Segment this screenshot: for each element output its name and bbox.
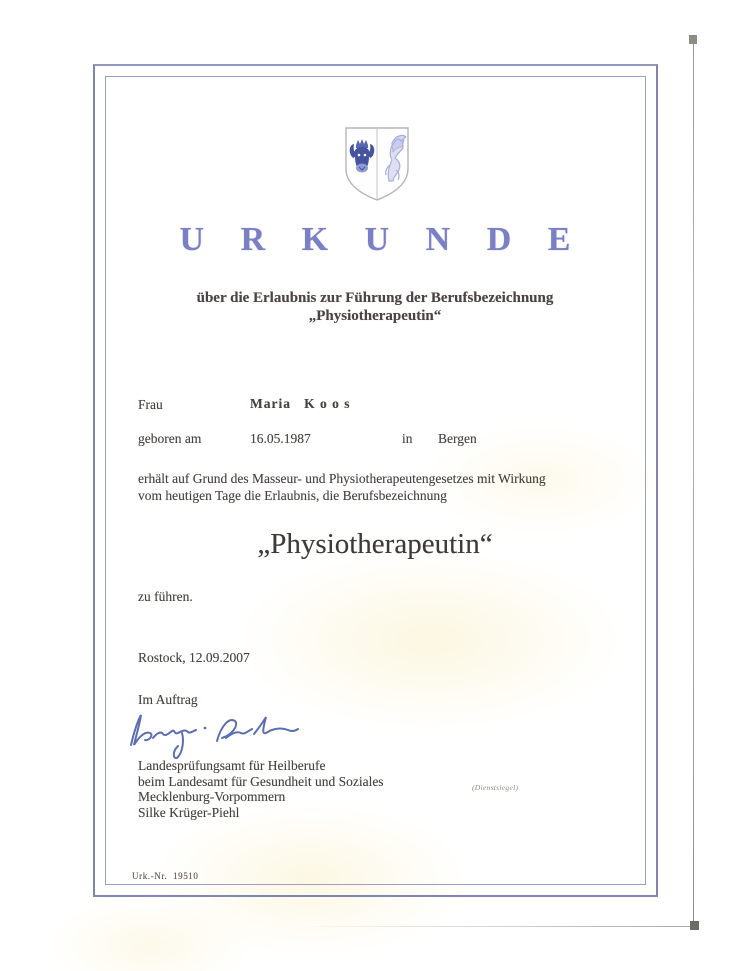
subtitle-line-1: über die Erlaubnis zur Führung der Berufsbezeichnung <box>196 290 554 306</box>
signature-handwriting <box>125 709 303 763</box>
issuer-line-3: Mecklenburg-Vorpommern <box>138 789 286 804</box>
scan-page-edge-right <box>693 42 694 922</box>
subtitle-line-2: „Physiotherapeutin“ <box>308 307 442 324</box>
salutation-label: Frau <box>138 397 163 412</box>
certificate-subtitle <box>0 290 750 325</box>
issuer-line-1: Landesprüfungsamt für Heilberufe <box>138 758 326 773</box>
document-number: Urk.-Nr. 19510 <box>132 871 199 881</box>
body-line-2: vom heutigen Tage die Erlaubnis, die Berufsbezeichnung <box>138 487 447 503</box>
coat-of-arms-icon <box>340 125 414 203</box>
issuer-line-2: beim Landesamt für Gesundheit und Soziales <box>138 773 384 789</box>
scan-page-edge-bottom <box>300 926 692 927</box>
issuer-block <box>138 758 384 820</box>
certificate-title: U R K U N D E <box>179 221 585 258</box>
scan-corner-mark-top <box>689 35 697 44</box>
scan-corner-mark-bottom <box>690 921 699 930</box>
born-label: geboren am <box>138 431 202 446</box>
birth-date: 16.05.1987 <box>250 431 311 446</box>
by-order-label: Im Auftrag <box>138 692 198 707</box>
in-label: in <box>402 431 413 446</box>
place-and-date: Rostock, 12.09.2007 <box>138 650 250 665</box>
issuer-line-4: Silke Krüger-Piehl <box>138 804 240 820</box>
body-line-1: erhält auf Grund des Masseur- und Physiotherapeutengesetzes mit Wirkung <box>138 471 546 486</box>
body-paragraph <box>138 471 546 504</box>
profession-title: „Physiotherapeutin“ <box>257 528 493 560</box>
birth-place: Bergen <box>438 431 477 446</box>
recipient-name: Maria K o o s <box>250 396 351 411</box>
seal-note: (Dienstsiegel) <box>472 783 519 792</box>
closing-text: zu führen. <box>138 589 193 604</box>
